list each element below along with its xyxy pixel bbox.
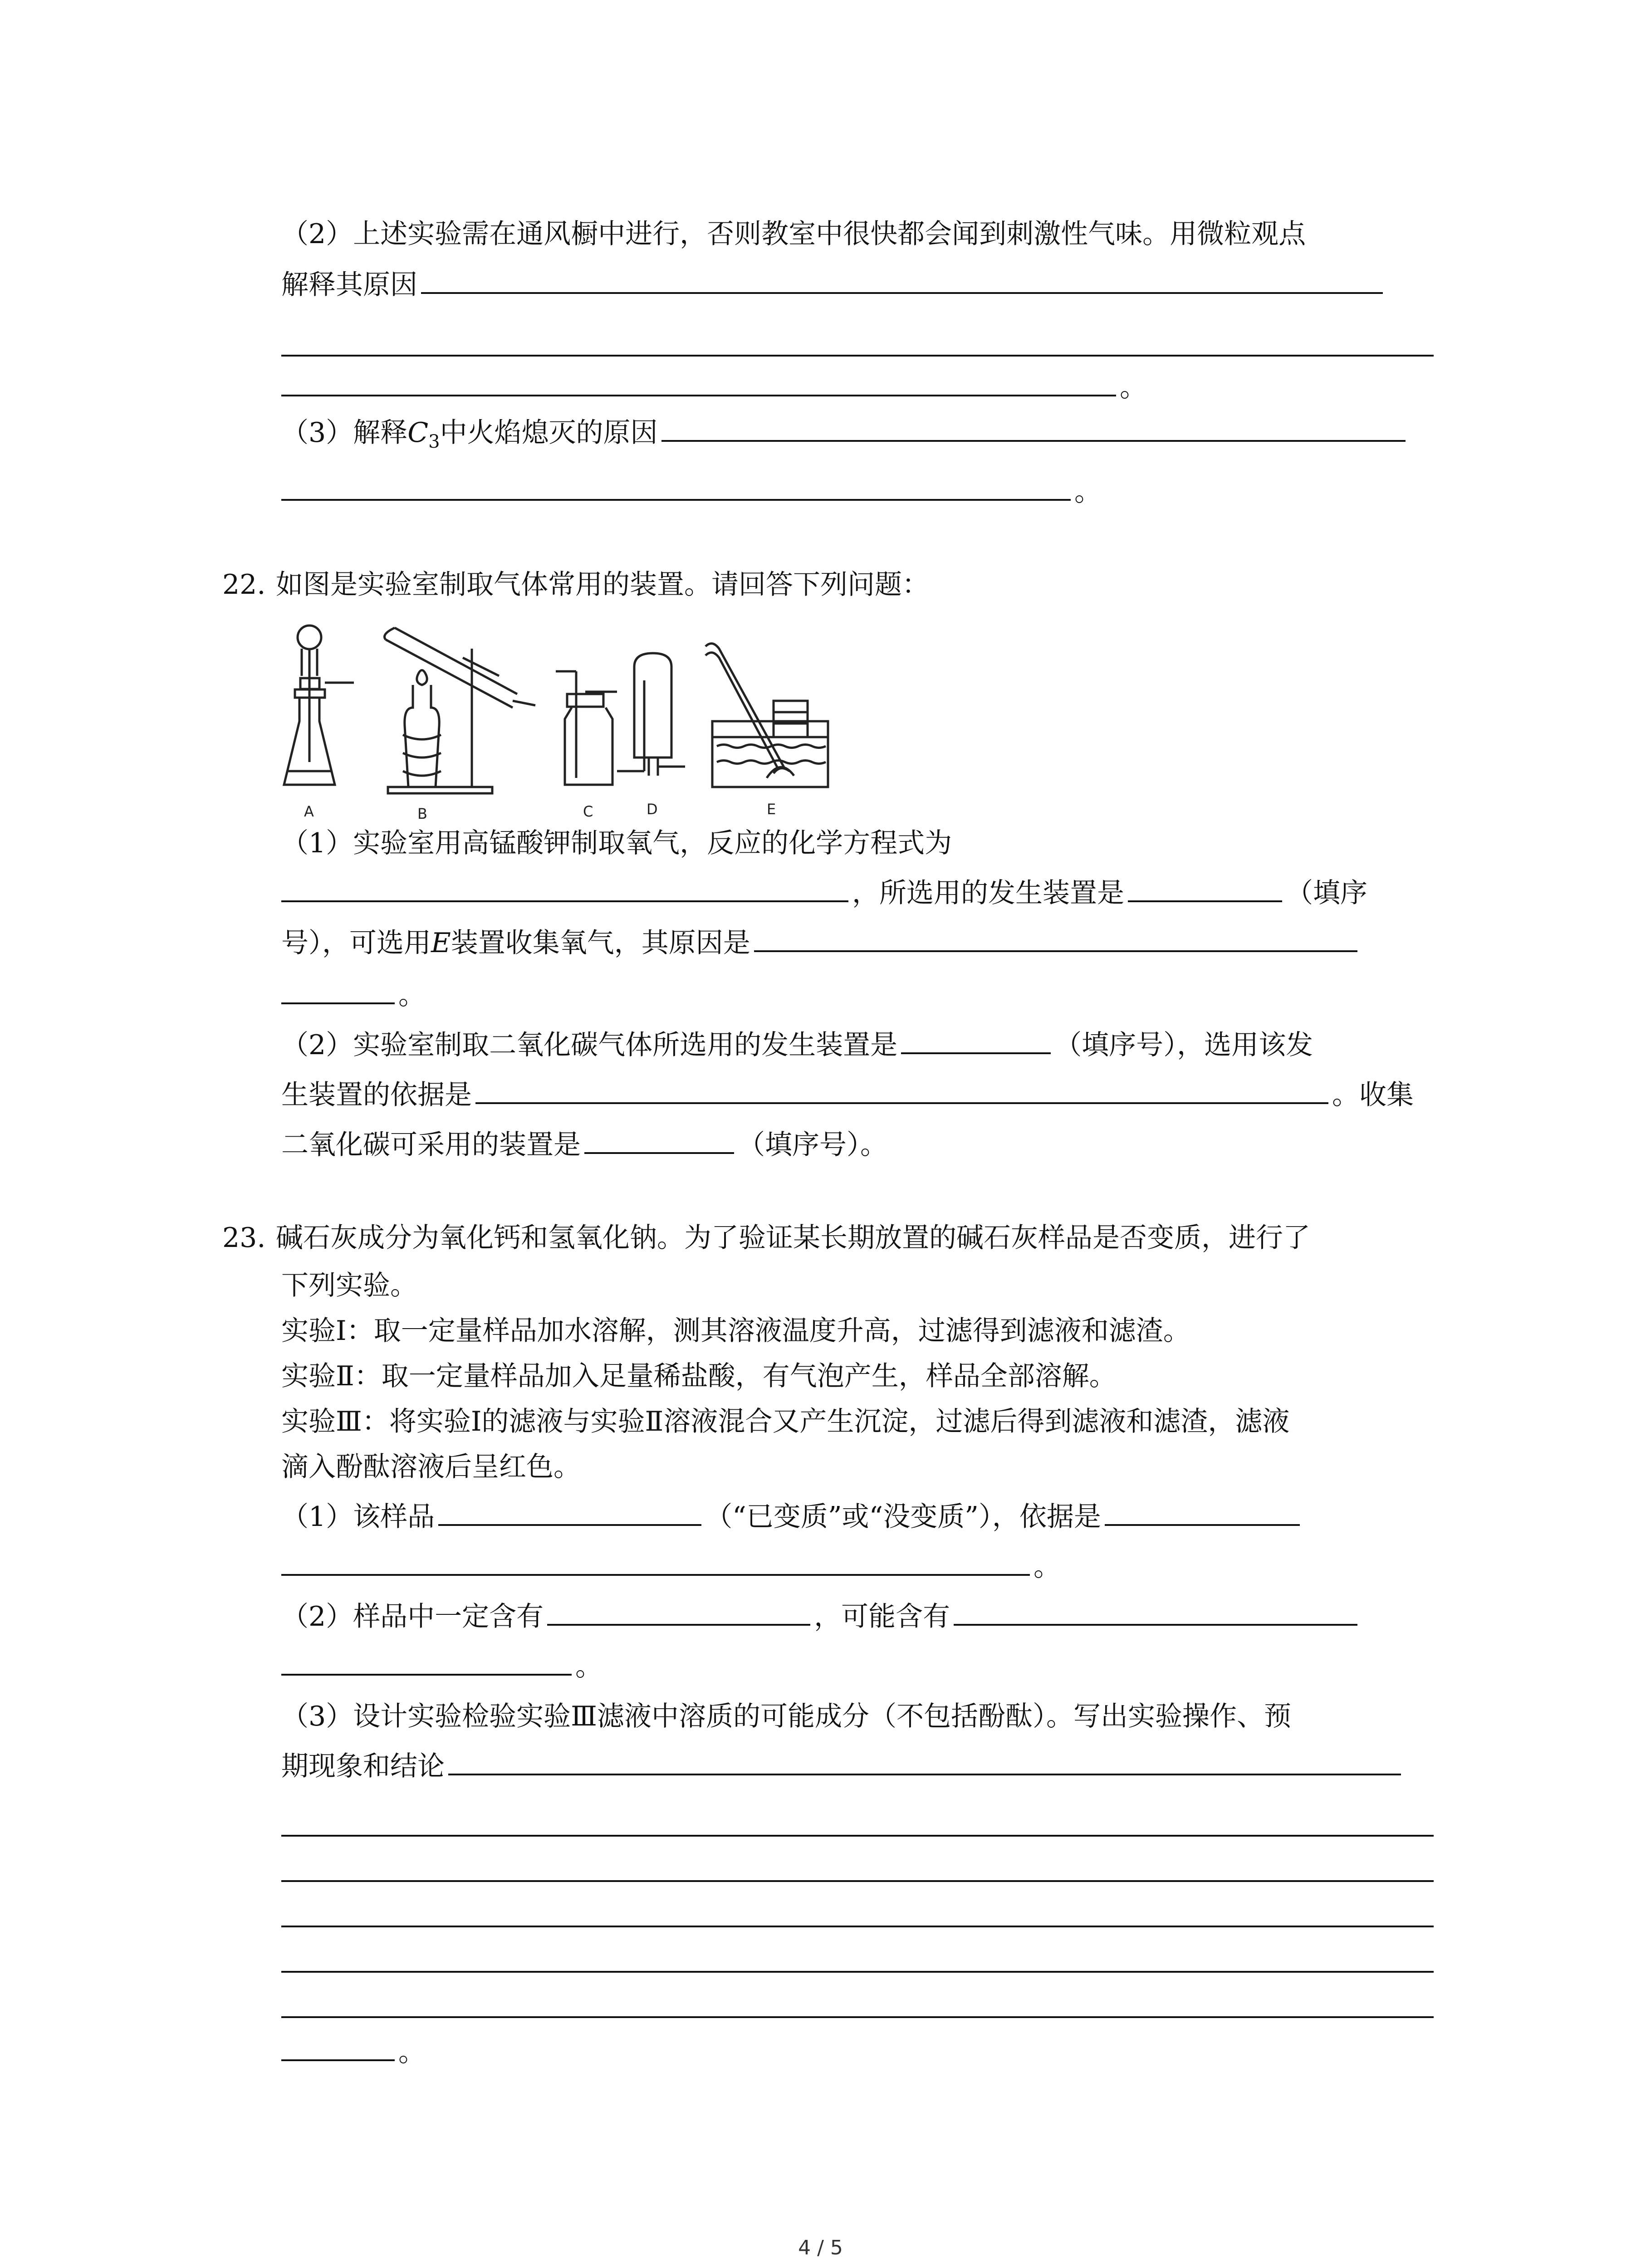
answer-blank[interactable] (1105, 1492, 1300, 1526)
q23-experiment-2: 实验Ⅱ：取一定量样品加入足量稀盐酸，有气泡产生，样品全部溶解。 (281, 1360, 1117, 1392)
q21-part3-line1: （3）解释$C_3$中火焰熄灭的原因 (281, 408, 1443, 457)
apparatus-e (705, 644, 828, 787)
answer-blank[interactable] (901, 1021, 1051, 1054)
label-a: A (304, 803, 314, 820)
q23-experiment-1: 实验Ⅰ：取一定量样品加水溶解，测其溶液温度升高，过滤得到滤液和滤渣。 (281, 1315, 1190, 1347)
q23-part1-line1: （1）该样品 （“已变质”或“没变质”），依据是 (281, 1492, 1443, 1541)
q21-part3-line2: 。 (281, 467, 1443, 516)
answer-blank[interactable] (281, 971, 395, 1004)
answer-blank[interactable] (584, 1120, 734, 1154)
answer-blank[interactable] (281, 2028, 395, 2061)
answer-blank[interactable] (661, 408, 1406, 442)
q22-part1-line2: ，所选用的发生装置是 （填序 (281, 869, 1443, 918)
answer-blank[interactable] (281, 869, 848, 902)
q23-experiment-3-line1: 实验Ⅲ：将实验Ⅰ的滤液与实验Ⅱ溶液混合又产生沉淀，过滤后得到滤液和滤渣，滤液 (281, 1406, 1290, 1437)
q22-part1-line4: 。 (281, 971, 1443, 1020)
q22-part2-line1: （2）实验室制取二氧化碳气体所选用的发生装置是 （填序号），选用该发 (281, 1021, 1443, 1070)
apparatus-b (385, 628, 536, 793)
label-c: C (583, 803, 593, 820)
q23-part2-line2: 。 (281, 1642, 1443, 1691)
answer-rule[interactable] (281, 1835, 1434, 1837)
answer-blank[interactable] (281, 1542, 1030, 1576)
q22-part1-line1: （1）实验室用高锰酸钾制取氧气，反应的化学方程式为 (281, 827, 952, 859)
apparatus-d (617, 653, 685, 776)
q23-stem-line2: 下列实验。 (281, 1270, 417, 1301)
answer-rule[interactable] (281, 355, 1434, 357)
answer-rule[interactable] (281, 1926, 1434, 1927)
q23-stem-line1: 23. 碱石灰成分为氧化钙和氢氧化钠。为了验证某长期放置的碱石灰样品是否变质，进行了 (222, 1222, 1310, 1254)
q23-part2-line1: （2）样品中一定含有 ，可能含有 (281, 1592, 1443, 1641)
answer-blank[interactable] (954, 1592, 1357, 1626)
q23-part3-line1: （3）设计实验检验实验Ⅲ滤液中溶质的可能成分（不包括酚酞）。写出实验操作、预 (281, 1701, 1292, 1732)
q23-part1-line2: 。 (281, 1542, 1443, 1591)
q21-part2-line1: （2）上述实验需在通风橱中进行，否则教室中很快都会闻到刺激性气味。用微粒观点 (281, 218, 1306, 250)
q22-stem: 22. 如图是实验室制取气体常用的装置。请回答下列问题： (222, 569, 929, 601)
page-number: 4 / 5 (798, 2236, 843, 2259)
answer-blank[interactable] (281, 1642, 572, 1676)
q22-part1-line3: 号），可选用E装置收集氧气，其原因是 (281, 919, 1443, 968)
label-b: B (417, 805, 427, 822)
lab-apparatus-diagram (281, 621, 848, 830)
q23-part3-line2: 期现象和结论 (281, 1742, 1443, 1791)
answer-blank[interactable] (281, 363, 1116, 396)
answer-blank[interactable] (281, 467, 1071, 501)
q21-part2-line2: 解释其原因 (281, 260, 1443, 309)
answer-rule[interactable] (281, 1880, 1434, 1882)
answer-blank[interactable] (754, 919, 1357, 952)
q22-part2-line3: 二氧化碳可采用的装置是 （填序号）。 (281, 1120, 1443, 1169)
apparatus-a (284, 626, 354, 785)
label-e: E (767, 801, 776, 818)
answer-blank[interactable] (547, 1592, 810, 1626)
apparatus-c (556, 671, 617, 785)
answer-blank[interactable] (1128, 869, 1282, 902)
answer-rule[interactable] (281, 1971, 1434, 1973)
answer-blank[interactable] (475, 1070, 1328, 1104)
answer-blank[interactable] (448, 1742, 1401, 1775)
q21-part2-line4: 。 (281, 363, 1443, 412)
label-d: D (647, 801, 658, 818)
answer-blank[interactable] (421, 260, 1383, 294)
q23-experiment-3-line2: 滴入酚酞溶液后呈红色。 (281, 1451, 581, 1483)
answer-blank[interactable] (438, 1492, 701, 1526)
answer-rule[interactable] (281, 2016, 1434, 2018)
q22-part2-line2: 生装置的依据是 。收集 (281, 1070, 1443, 1119)
q23-part3-line-last: 。 (281, 2028, 1443, 2077)
